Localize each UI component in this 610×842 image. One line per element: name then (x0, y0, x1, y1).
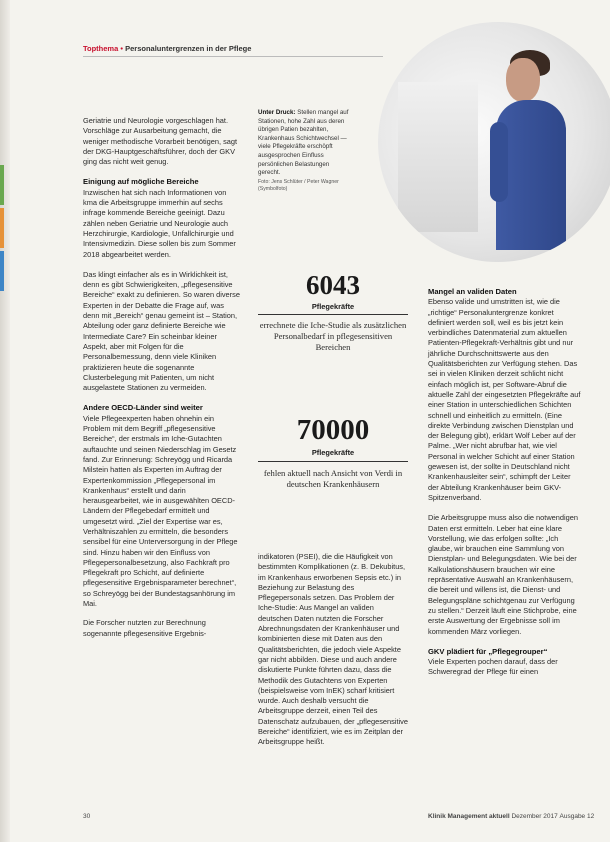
journal-issue-number: Ausgabe 12 (559, 813, 595, 820)
stat-value: 70000 (296, 414, 370, 446)
subheading: Mangel an validen Daten (428, 287, 517, 296)
nurse-head (506, 58, 540, 102)
tab-green (0, 165, 4, 205)
column-right (428, 287, 582, 688)
tab-blue (0, 251, 4, 291)
stat-description: fehlen aktuell nach Ansicht von Verdi in deutschen Krankenhäusern (263, 468, 403, 489)
subheading: GKV plädiert für „Pflegegrouper“ (428, 646, 548, 656)
paragraph: Inzwischen hat sich nach Informationen von kma die Arbeitsgruppe immerhin auf sechs infrage kommende Bereiche geeinigt. Dazu zählen neben Geriatrie und Neurologie auch Herzchirurgie, Kardiologie, Unfallchirurgie und Intensivmedizin. Diese sollen bis zum Sommer 2018 abgearbeitet werden. (83, 187, 236, 259)
paragraph: Ebenso valide und umstritten ist, wie die „richtige“ Personaluntergrenze konkret definiert werden soll, weil es bis jetzt kein verbindliches Datenmaterial zum aktuellen Patienten-Pflegekraft-Verhältnis gibt und nur jährliche Durchschnittswerte aus den Qualitätsberichten zur Verfügung stehen. Das sei in vielen Kliniken derzeit schlicht nicht einfach möglich ist, per Software-Abruf die aktuelle Zahl der eingesetzten Pflegekräfte auf einer Station in unterschiedlichen Schichten schnell und einheitlich zu ermitteln. (Eine direkte Verbindung zwischen Dienstplan und der Belegung gibt), erklärt Wolf Leber auf der Palme. „Wer nicht abrufbar hat, wie viel Personal in welcher Schicht auf einer Station gewesen ist, der sollte in Deutschland nicht Krankenhausleiter sein“, schimpft der Leiter der Abteilung Krankenhäuser beim GKV-Spitzenverband. (428, 297, 581, 502)
nurse-arm (490, 122, 508, 202)
photo-caption (258, 109, 350, 193)
journal-name: Klinik Management aktuell (428, 813, 510, 820)
stat-rule (258, 314, 408, 315)
running-head (83, 44, 251, 53)
paragraph: Viele Experten pochen darauf, dass der Schweregrad der Pflege für einen (428, 657, 558, 677)
column-left (83, 116, 241, 649)
head-separator: • (120, 44, 124, 53)
subheading: Andere OECD-Länder sind weiter (83, 403, 203, 413)
page-number: 30 (83, 813, 91, 820)
journal-issue: Dezember 2017 (511, 813, 558, 820)
caption-text: Stellen mangel auf Stationen, hohe Zahl aus deren übrigen Patien bezahlten, Krankenhaus Schichtwechsel — viele Pflegekräfte erschöpft ausgesprochen Einfluss persönlichen Belastungen gerecht. (258, 109, 349, 177)
nurse-photo (378, 22, 610, 262)
header-rule (83, 56, 383, 57)
footer-journal (428, 813, 594, 820)
paragraph: Viele Pflegeexperten haben ohnehin ein Problem mit dem Begriff „pflegesensitive Bereiche“, der erstmals im Iche-Gutachten auftauchte und seinen Niederschlag im Gesetz fand. Zur Erinnerung: Schreyögg und Ricarda Milstein hatten als Experten im Auftrag der Expertenkommission „Pflegepersonal im Krankenhaus“ erstellt und darin herausgearbeitet, wie in ausgewählten OECD-Ländern der Pflegebedarf ermittelt und umgesetzt wird. „Ziel der Expertise war es, Verhältniszahlen zu ermitteln, die besonders sensibel für eine Unterversorgung in der Pflege sind. Hinzu haben wir den Einfluss von Pflegepersonalbesetzung, also Fachkraft pro Pflegekraft pro Schicht, auf definierte pflegesensitive Ergebnisparameter berechnet“, so Schreyögg bei der Bundestagsanhörung im Mai. (83, 413, 238, 609)
stat-description: errechnete die Iche-Studie als zusätzlichen Personalbedarf in pflegesensitiven Bereichen (259, 320, 407, 352)
paragraph: Die Arbeitsgruppe muss also die notwendigen Daten erst ermitteln. Leber hat eine klare Vorstellung, wie das erfolgen sollte: „Ich glaube, wir brauchen eine Sammlung von Dienstplan- und Belegungsdaten. Wie bei der Kalkulationshäusern brauchen wir eine repräsentative Auswahl an Krankenhäusern, die bereit und willens ist, die Dienst- und Belegungspläne schichtgenau zur Verfügung zu stellen.“ Derzeit läuft eine Stichprobe, eine erste Auswertung der Ergebnisse soll im kommenden März vorliegen. (428, 513, 578, 636)
column-middle (258, 552, 408, 758)
stat-rule (258, 461, 408, 462)
article-topic: Personaluntergrenzen in der Pflege (125, 44, 252, 53)
chapter-color-tabs (0, 165, 4, 294)
page-binding-edge (0, 0, 10, 842)
paragraph: indikatoren (PSEI), die die Häufigkeit von bestimmten Komplikationen (z. B. Dekubitus, im Krankenhaus erworbenen Sepsis etc.) in Beziehung zur Belastung des Pflegepersonals setzen. Das Problem der Iche-Studie: Aus Mangel an validen deutschen Daten nutzten die Forscher Abrechnungsdaten der Krankenhäuser und kombinierten diese mit Daten aus den Qualitätsberichten, die jedoch viele Aspekte gar nicht abbilden. Diese und auch andere diskutierte Punkte führten dazu, dass die Methodik des Gutachtens von Experten (beispielsweise vom InEK) scharf kritisiert wurde. Auch deshalb versucht die Arbeitsgruppe derzeit, einen Teil des Datenschatz aufzubauen, der „pflegesensitive Bereiche“ identifiziert, wie es im Zeitplan der Arbeitsgruppe heißt. (258, 552, 408, 747)
section-label: Topthema (83, 44, 119, 53)
stat-unit: Pflegekräfte (311, 448, 355, 457)
tab-orange (0, 208, 4, 248)
stat-unit: Pflegekräfte (311, 302, 355, 311)
corridor-background (398, 82, 478, 232)
subheading: Einigung auf mögliche Bereiche (83, 177, 199, 187)
stat-value: 6043 (306, 270, 360, 300)
paragraph: Das klingt einfacher als es in Wirklichkeit ist, denn es gibt Schwierigkeiten, „pflegesensitive Bereiche“ exakt zu definieren. So waren diverse Experten in der Debatte die Frage auf, was denn mit „Bereich“ genau gemeint ist – Station, Abteilung oder ganz definierte Bereiche wie Intermediate Care? Ein scheinbar kleiner Aspekt, aber mit Folgen für die Personalbemessung, denn viele Kliniken praktizieren heute die sogenannte Clusterbelegung mit Patienten, um nicht ausgelastete Stationen zu vermeiden. (83, 269, 240, 393)
paragraph: Geriatrie und Neurologie vorgeschlagen hat. Vorschläge zur Ausarbeitung gemacht, die weniger methodische Vorarbeit benötigen, sagt der DKG-Hauptgeschäftsführer, doch der GKV ging das nicht weit genug. (83, 116, 238, 167)
paragraph: Die Forscher nutzten zur Berechnung sogenannte pflegesensitive Ergebnis- (83, 618, 207, 638)
photo-credit: Foto: Jens Schlüter / Peter Wagner (Symbolfoto) (258, 178, 339, 192)
caption-lead: Unter Druck: (258, 109, 296, 116)
